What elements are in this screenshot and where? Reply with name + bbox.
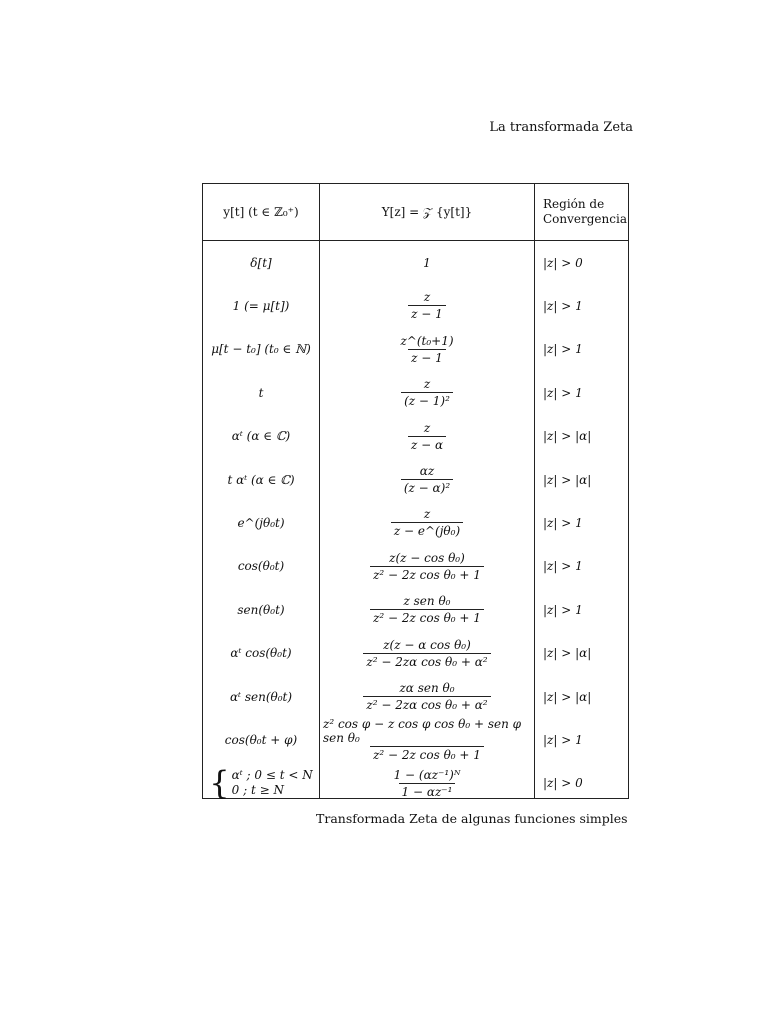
table-row <box>203 371 628 414</box>
signal-cell: cos(θ₀t) <box>237 559 285 574</box>
numerator: z <box>423 377 431 392</box>
column-divider-2-header <box>534 184 535 240</box>
region-cell: |z| > |α| <box>543 689 592 704</box>
region-cell: |z| > |α| <box>543 472 592 487</box>
denominator: z² − 2z cos θ₀ + 1 <box>370 746 484 762</box>
region-cell: |z| > 1 <box>543 342 583 357</box>
numerator: z <box>423 290 431 305</box>
table-row <box>203 415 628 458</box>
fraction <box>401 377 453 408</box>
numerator: z sen θ₀ <box>403 594 451 609</box>
numerator: z(z − α cos θ₀) <box>383 637 471 652</box>
z-transform-table <box>202 183 629 803</box>
header-transform: Y[z] = 𝒵 {y[t]} <box>381 204 473 219</box>
fraction <box>363 681 490 712</box>
fraction <box>401 464 453 495</box>
header-region-line1: Región de <box>543 197 605 211</box>
header-region <box>543 184 629 240</box>
region-cell: |z| > 1 <box>543 602 583 617</box>
numerator: z(z − cos θ₀) <box>389 550 465 565</box>
transform-cell <box>320 501 534 544</box>
numerator: z² cos φ − z cos φ cos θ₀ + sen φ sen θ₀ <box>323 717 522 746</box>
piecewise-function <box>209 764 313 803</box>
region-cell: |z| > 1 <box>543 298 583 313</box>
fraction <box>320 717 534 762</box>
region-cell: |z| > 1 <box>543 385 583 400</box>
signal-cell: t <box>258 385 264 400</box>
table-header <box>203 184 628 241</box>
signal-cell: e^(jθ₀t) <box>237 515 285 530</box>
transform-cell <box>320 415 534 458</box>
transform-cell <box>320 718 534 761</box>
table-row <box>203 328 628 371</box>
fraction <box>397 334 456 365</box>
numerator: z <box>423 507 431 522</box>
denominator: z − 1 <box>408 349 446 365</box>
transform-cell <box>320 371 534 414</box>
denominator: z² − 2zα cos θ₀ + α² <box>363 653 490 669</box>
transform-cell <box>320 632 534 675</box>
signal-cell: αᵗ (α ∈ ℂ) <box>231 429 291 444</box>
denominator: z² − 2zα cos θ₀ + α² <box>363 696 490 712</box>
transform-cell <box>320 675 534 718</box>
denominator: z − e^(jθ₀) <box>391 522 463 538</box>
numerator: z <box>423 420 431 435</box>
region-cell: |z| > 1 <box>543 559 583 574</box>
table-row <box>203 632 628 675</box>
denominator: z − 1 <box>408 305 446 321</box>
signal-cell: μ[t − t₀] (t₀ ∈ ℕ) <box>211 342 311 357</box>
signal-cell: 1 (= μ[t]) <box>232 298 290 313</box>
transform-cell <box>320 588 534 631</box>
signal-cell <box>203 762 319 805</box>
table-row-piecewise <box>203 762 628 805</box>
region-cell: |z| > |α| <box>543 646 592 661</box>
numerator: z^(t₀+1) <box>400 333 454 348</box>
fraction <box>408 421 446 452</box>
fraction <box>391 507 463 538</box>
fraction <box>370 594 484 625</box>
denominator: (z − 1)² <box>401 392 453 408</box>
transform-cell <box>320 545 534 588</box>
table-row <box>203 588 628 631</box>
header-region-line2: Convergencia <box>543 212 627 226</box>
table-row <box>203 241 628 284</box>
table-caption: Transformada Zeta de algunas funciones simples <box>316 811 628 826</box>
fraction <box>363 638 490 669</box>
denominator: 1 − αz⁻¹ <box>399 783 456 799</box>
region-cell: |z| > 1 <box>543 732 583 747</box>
signal-cell: cos(θ₀t + φ) <box>224 732 298 747</box>
denominator: (z − α)² <box>401 479 453 495</box>
fraction <box>408 290 446 321</box>
running-head: La transformada Zeta <box>489 120 633 135</box>
denominator: z − α <box>408 436 446 452</box>
piecewise-line-1: αᵗ ; 0 ≤ t < N <box>231 768 313 783</box>
region-cell: |z| > 0 <box>543 776 583 791</box>
signal-cell: δ[t] <box>250 255 272 270</box>
transform-cell <box>320 458 534 501</box>
signal-cell: αᵗ cos(θ₀t) <box>230 646 292 661</box>
signal-cell: sen(θ₀t) <box>237 602 285 617</box>
signal-cell: t αᵗ (α ∈ ℂ) <box>227 472 295 487</box>
table-row <box>203 718 628 761</box>
transform-cell <box>320 241 534 284</box>
denominator: z² − 2z cos θ₀ + 1 <box>370 609 484 625</box>
table-row <box>203 284 628 327</box>
transform-value: 1 <box>423 255 431 270</box>
header-signal: y[t] (t ∈ ℤ₀⁺) <box>223 205 299 219</box>
table-row <box>203 545 628 588</box>
region-cell: |z| > 1 <box>543 515 583 530</box>
denominator: z² − 2z cos θ₀ + 1 <box>370 566 484 582</box>
piecewise-line-2: 0 ; t ≥ N <box>231 783 284 798</box>
numerator: αz <box>419 464 435 478</box>
fraction <box>370 551 484 582</box>
region-cell: |z| > |α| <box>543 429 592 444</box>
table-row <box>203 675 628 718</box>
signal-cell: αᵗ sen(θ₀t) <box>229 689 293 704</box>
numerator: zα sen θ₀ <box>399 681 455 695</box>
transform-cell <box>320 762 534 805</box>
fraction <box>391 768 464 799</box>
table-row <box>203 501 628 544</box>
table-row <box>203 458 628 501</box>
transform-cell <box>320 284 534 327</box>
numerator: 1 − (αz⁻¹)ᴺ <box>393 767 461 782</box>
region-cell: |z| > 0 <box>543 255 583 270</box>
brace-symbol: { <box>209 764 230 803</box>
transform-cell <box>320 328 534 371</box>
